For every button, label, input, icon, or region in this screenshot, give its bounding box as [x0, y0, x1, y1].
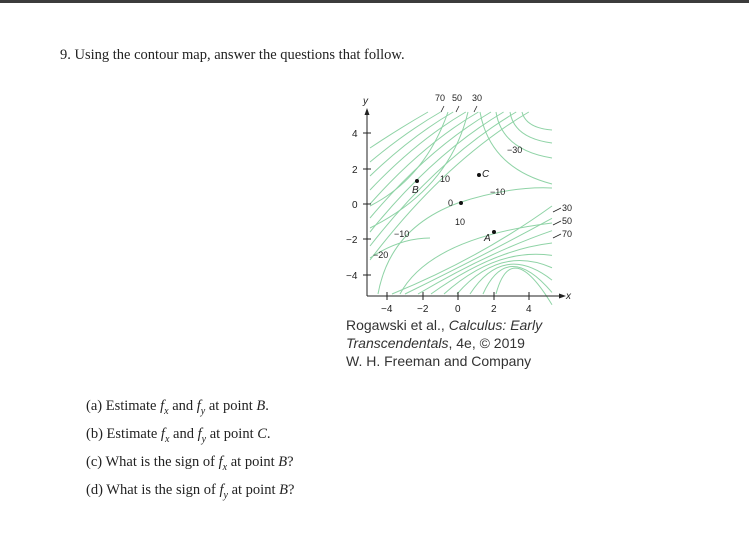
part-text: What is the sign of [106, 481, 216, 498]
point-a-dot [492, 230, 496, 234]
x-tick-label: 2 [491, 304, 497, 313]
x-ticks [381, 292, 532, 313]
contour-map [330, 88, 590, 313]
caption-title-1: Calculus: Early [448, 317, 543, 333]
part-text: What is the sign of [105, 453, 216, 470]
part-d [86, 479, 294, 507]
figure-caption [346, 316, 542, 370]
y-tick-label: 0 [352, 200, 358, 211]
right-level-label: 70 [562, 229, 573, 239]
leader-line [553, 221, 561, 225]
contour-curve [370, 112, 441, 162]
part-text: at point [230, 453, 275, 470]
question-text: Using the contour map, answer the questions that follow. [74, 47, 405, 63]
x-tick-label: 4 [526, 304, 532, 313]
part-label: (b) [86, 425, 103, 442]
caption-title-2: Transcendentals [346, 335, 449, 351]
y-tick-label: −2 [346, 235, 358, 246]
x-axis-arrow [559, 294, 566, 299]
axis-y-label: y [363, 96, 368, 107]
part-a [86, 395, 294, 423]
punct: . [266, 425, 271, 442]
point-name: B [279, 481, 288, 498]
contour-label-0: 0 [448, 198, 454, 208]
punct: ? [287, 453, 294, 470]
part-text: Estimate [106, 425, 158, 442]
point-name: B [256, 398, 266, 414]
question-parts [86, 395, 294, 507]
partial-derivative: $f_x$ [160, 425, 170, 445]
part-label: (c) [86, 453, 103, 470]
part-b [86, 423, 294, 451]
caption-authors: Rogawski et al., [346, 317, 445, 333]
x-tick-label: −2 [417, 304, 429, 313]
point-c-label: C [482, 169, 490, 180]
axis-x-label: x [566, 291, 571, 302]
y-tick-label: −4 [346, 271, 358, 282]
point-c-dot [477, 173, 481, 177]
contour-curve [510, 112, 552, 143]
origin-dot [459, 201, 463, 205]
part-text: and [173, 425, 194, 442]
contour-curve [370, 112, 491, 218]
contour-curve [370, 112, 451, 206]
leader-line [456, 106, 459, 112]
contour-curve [522, 112, 552, 130]
part-text: at point [208, 398, 253, 414]
partial-derivative: $f_y$ [219, 481, 228, 501]
contour-label-10: 10 [455, 217, 466, 227]
question-number: 9. [60, 47, 71, 63]
part-text: Estimate [105, 398, 157, 414]
caption-publisher: W. H. Freeman and Company [346, 353, 532, 369]
x-tick-label: 0 [455, 304, 461, 313]
leader-line [441, 106, 444, 112]
right-level-label: 50 [562, 216, 573, 226]
contour-label-minus10: −10 [394, 229, 410, 239]
part-label: (a) [86, 398, 103, 414]
contour-label-minus20: −20 [373, 250, 389, 260]
y-axis-arrow [365, 108, 370, 115]
leader-line [553, 208, 561, 212]
point-name: B [278, 453, 288, 470]
y-tick-label: 4 [352, 129, 358, 140]
part-label: (d) [86, 481, 103, 498]
part-text: and [172, 398, 194, 414]
contour-curve [392, 206, 552, 294]
contour-curve [496, 268, 552, 305]
contour-label-minus30: −30 [507, 145, 523, 155]
contour-lines [370, 112, 552, 305]
point-name: C [257, 425, 267, 442]
contour-label-minus10: −10 [490, 187, 506, 197]
partial-derivative: $f_x$ [160, 398, 169, 417]
leader-line [553, 234, 561, 238]
point-a-label: A [484, 233, 491, 244]
contour-curve [370, 112, 468, 228]
partial-derivative: $f_y$ [197, 425, 207, 445]
caption-edition: , 4e, © 2019 [448, 335, 525, 351]
top-level-label: 70 [435, 93, 446, 103]
top-level-label: 30 [472, 93, 483, 103]
contour-label-10: 10 [440, 174, 451, 184]
contour-curve [370, 112, 428, 148]
question-heading [60, 47, 405, 64]
punct: ? [287, 481, 295, 498]
punct: . [265, 398, 269, 414]
partial-derivative: $f_x$ [218, 453, 228, 473]
part-text: at point [209, 425, 254, 442]
part-c [86, 451, 294, 479]
partial-derivative: $f_y$ [196, 398, 206, 417]
point-b-label: B [412, 185, 419, 196]
leader-line [474, 106, 477, 112]
top-level-label: 50 [452, 93, 463, 103]
right-level-label: 30 [562, 203, 573, 213]
top-border [0, 0, 749, 3]
point-b-dot [415, 179, 419, 183]
x-tick-label: −4 [381, 304, 393, 313]
part-text: at point [231, 481, 276, 498]
y-tick-label: 2 [352, 165, 358, 176]
